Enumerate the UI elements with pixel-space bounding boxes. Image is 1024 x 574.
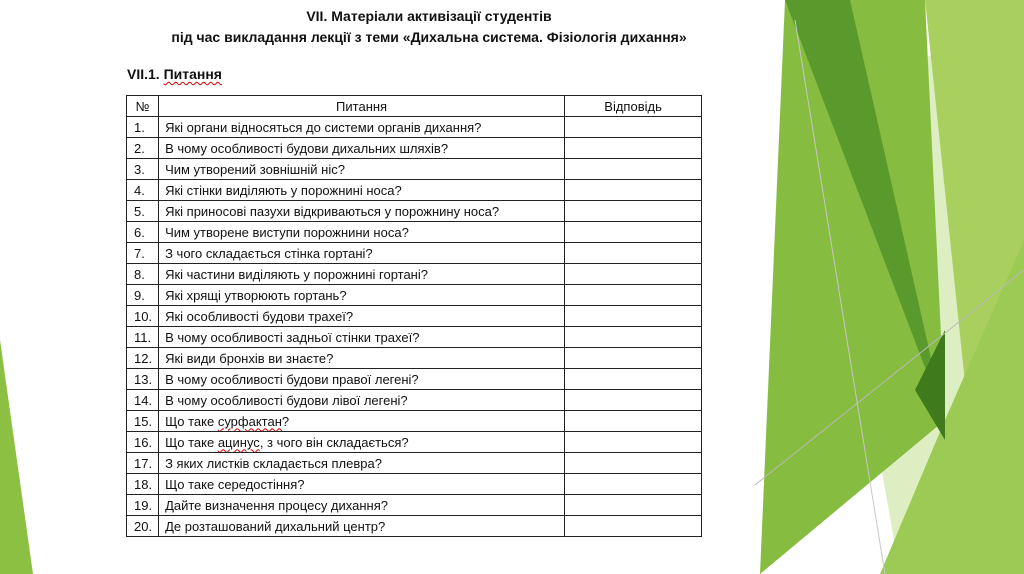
row-question: В чому особливості будови дихальних шляхів? <box>159 138 565 159</box>
row-number: 16. <box>127 432 159 453</box>
row-answer-cell <box>565 264 702 285</box>
table-row <box>127 453 702 474</box>
row-question: В чому особливості будови лівої легені? <box>159 390 565 411</box>
row-answer-cell <box>565 285 702 306</box>
section-word: Питання <box>163 66 222 82</box>
table-row <box>127 495 702 516</box>
table-body <box>127 117 702 537</box>
row-number: 19. <box>127 495 159 516</box>
row-number: 5. <box>127 201 159 222</box>
table-row <box>127 474 702 495</box>
row-answer-cell <box>565 390 702 411</box>
row-question: Що таке ацинус, з чого він складається? <box>159 432 565 453</box>
row-question: Які особливості будови трахеї? <box>159 306 565 327</box>
row-question: Які приносові пазухи відкриваються у порожнину носа? <box>159 201 565 222</box>
table-row <box>127 432 702 453</box>
row-question: Чим утворене виступи порожнини носа? <box>159 222 565 243</box>
table-row <box>127 306 702 327</box>
table-row <box>127 390 702 411</box>
row-answer-cell <box>565 369 702 390</box>
header-number: № <box>127 96 159 117</box>
row-answer-cell <box>565 117 702 138</box>
row-number: 14. <box>127 390 159 411</box>
row-number: 20. <box>127 516 159 537</box>
row-answer-cell <box>565 516 702 537</box>
row-answer-cell <box>565 306 702 327</box>
row-answer-cell <box>565 474 702 495</box>
row-number: 13. <box>127 369 159 390</box>
title-line-2: під час викладання лекції з теми «Дихальна система. Фізіологія дихання» <box>171 29 687 45</box>
row-number: 4. <box>127 180 159 201</box>
row-question: Що таке сурфактан? <box>159 411 565 432</box>
row-number: 18. <box>127 474 159 495</box>
table-row <box>127 369 702 390</box>
questions-table <box>126 95 702 537</box>
table-row <box>127 327 702 348</box>
row-question: Які стінки виділяють у порожнині носа? <box>159 180 565 201</box>
header-question: Питання <box>159 96 565 117</box>
table-row <box>127 222 702 243</box>
row-question: Які частини виділяють у порожнині гортані? <box>159 264 565 285</box>
row-number: 10. <box>127 306 159 327</box>
table-row <box>127 201 702 222</box>
green-shape-left <box>0 340 33 574</box>
row-answer-cell <box>565 222 702 243</box>
table-header-row <box>127 96 702 117</box>
row-question: Де розташований дихальний центр? <box>159 516 565 537</box>
title-line-1: VII. Матеріали активізації студентів <box>306 8 552 24</box>
row-question: Чим утворений зовнішній ніс? <box>159 159 565 180</box>
table-row <box>127 159 702 180</box>
row-answer-cell <box>565 201 702 222</box>
row-question: Дайте визначення процесу дихання? <box>159 495 565 516</box>
row-number: 6. <box>127 222 159 243</box>
table-row <box>127 264 702 285</box>
row-question: З чого складається стінка гортані? <box>159 243 565 264</box>
row-answer-cell <box>565 243 702 264</box>
row-answer-cell <box>565 159 702 180</box>
row-question: Які хрящі утворюють гортань? <box>159 285 565 306</box>
row-number: 3. <box>127 159 159 180</box>
row-answer-cell <box>565 180 702 201</box>
table-row <box>127 411 702 432</box>
table-row <box>127 117 702 138</box>
row-question: Що таке середостіння? <box>159 474 565 495</box>
row-answer-cell <box>565 411 702 432</box>
table-row <box>127 138 702 159</box>
row-question: В чому особливості задньої стінки трахеї? <box>159 327 565 348</box>
row-number: 15. <box>127 411 159 432</box>
row-question: З яких листків складається плевра? <box>159 453 565 474</box>
table-row <box>127 516 702 537</box>
row-answer-cell <box>565 453 702 474</box>
header-answer: Відповідь <box>565 96 702 117</box>
row-answer-cell <box>565 327 702 348</box>
row-answer-cell <box>565 495 702 516</box>
row-answer-cell <box>565 348 702 369</box>
section-heading <box>127 66 222 82</box>
table-row <box>127 180 702 201</box>
row-number: 8. <box>127 264 159 285</box>
row-number: 2. <box>127 138 159 159</box>
row-answer-cell <box>565 432 702 453</box>
row-number: 12. <box>127 348 159 369</box>
row-number: 7. <box>127 243 159 264</box>
table-row <box>127 348 702 369</box>
table-row <box>127 243 702 264</box>
page-title <box>126 6 732 48</box>
section-prefix: VII.1. <box>127 66 164 82</box>
row-number: 9. <box>127 285 159 306</box>
row-number: 1. <box>127 117 159 138</box>
table-row <box>127 285 702 306</box>
row-question: В чому особливості будови правої легені? <box>159 369 565 390</box>
row-answer-cell <box>565 138 702 159</box>
row-question: Які органи відносяться до системи органів дихання? <box>159 117 565 138</box>
row-number: 11. <box>127 327 159 348</box>
row-number: 17. <box>127 453 159 474</box>
row-question: Які види бронхів ви знаєте? <box>159 348 565 369</box>
